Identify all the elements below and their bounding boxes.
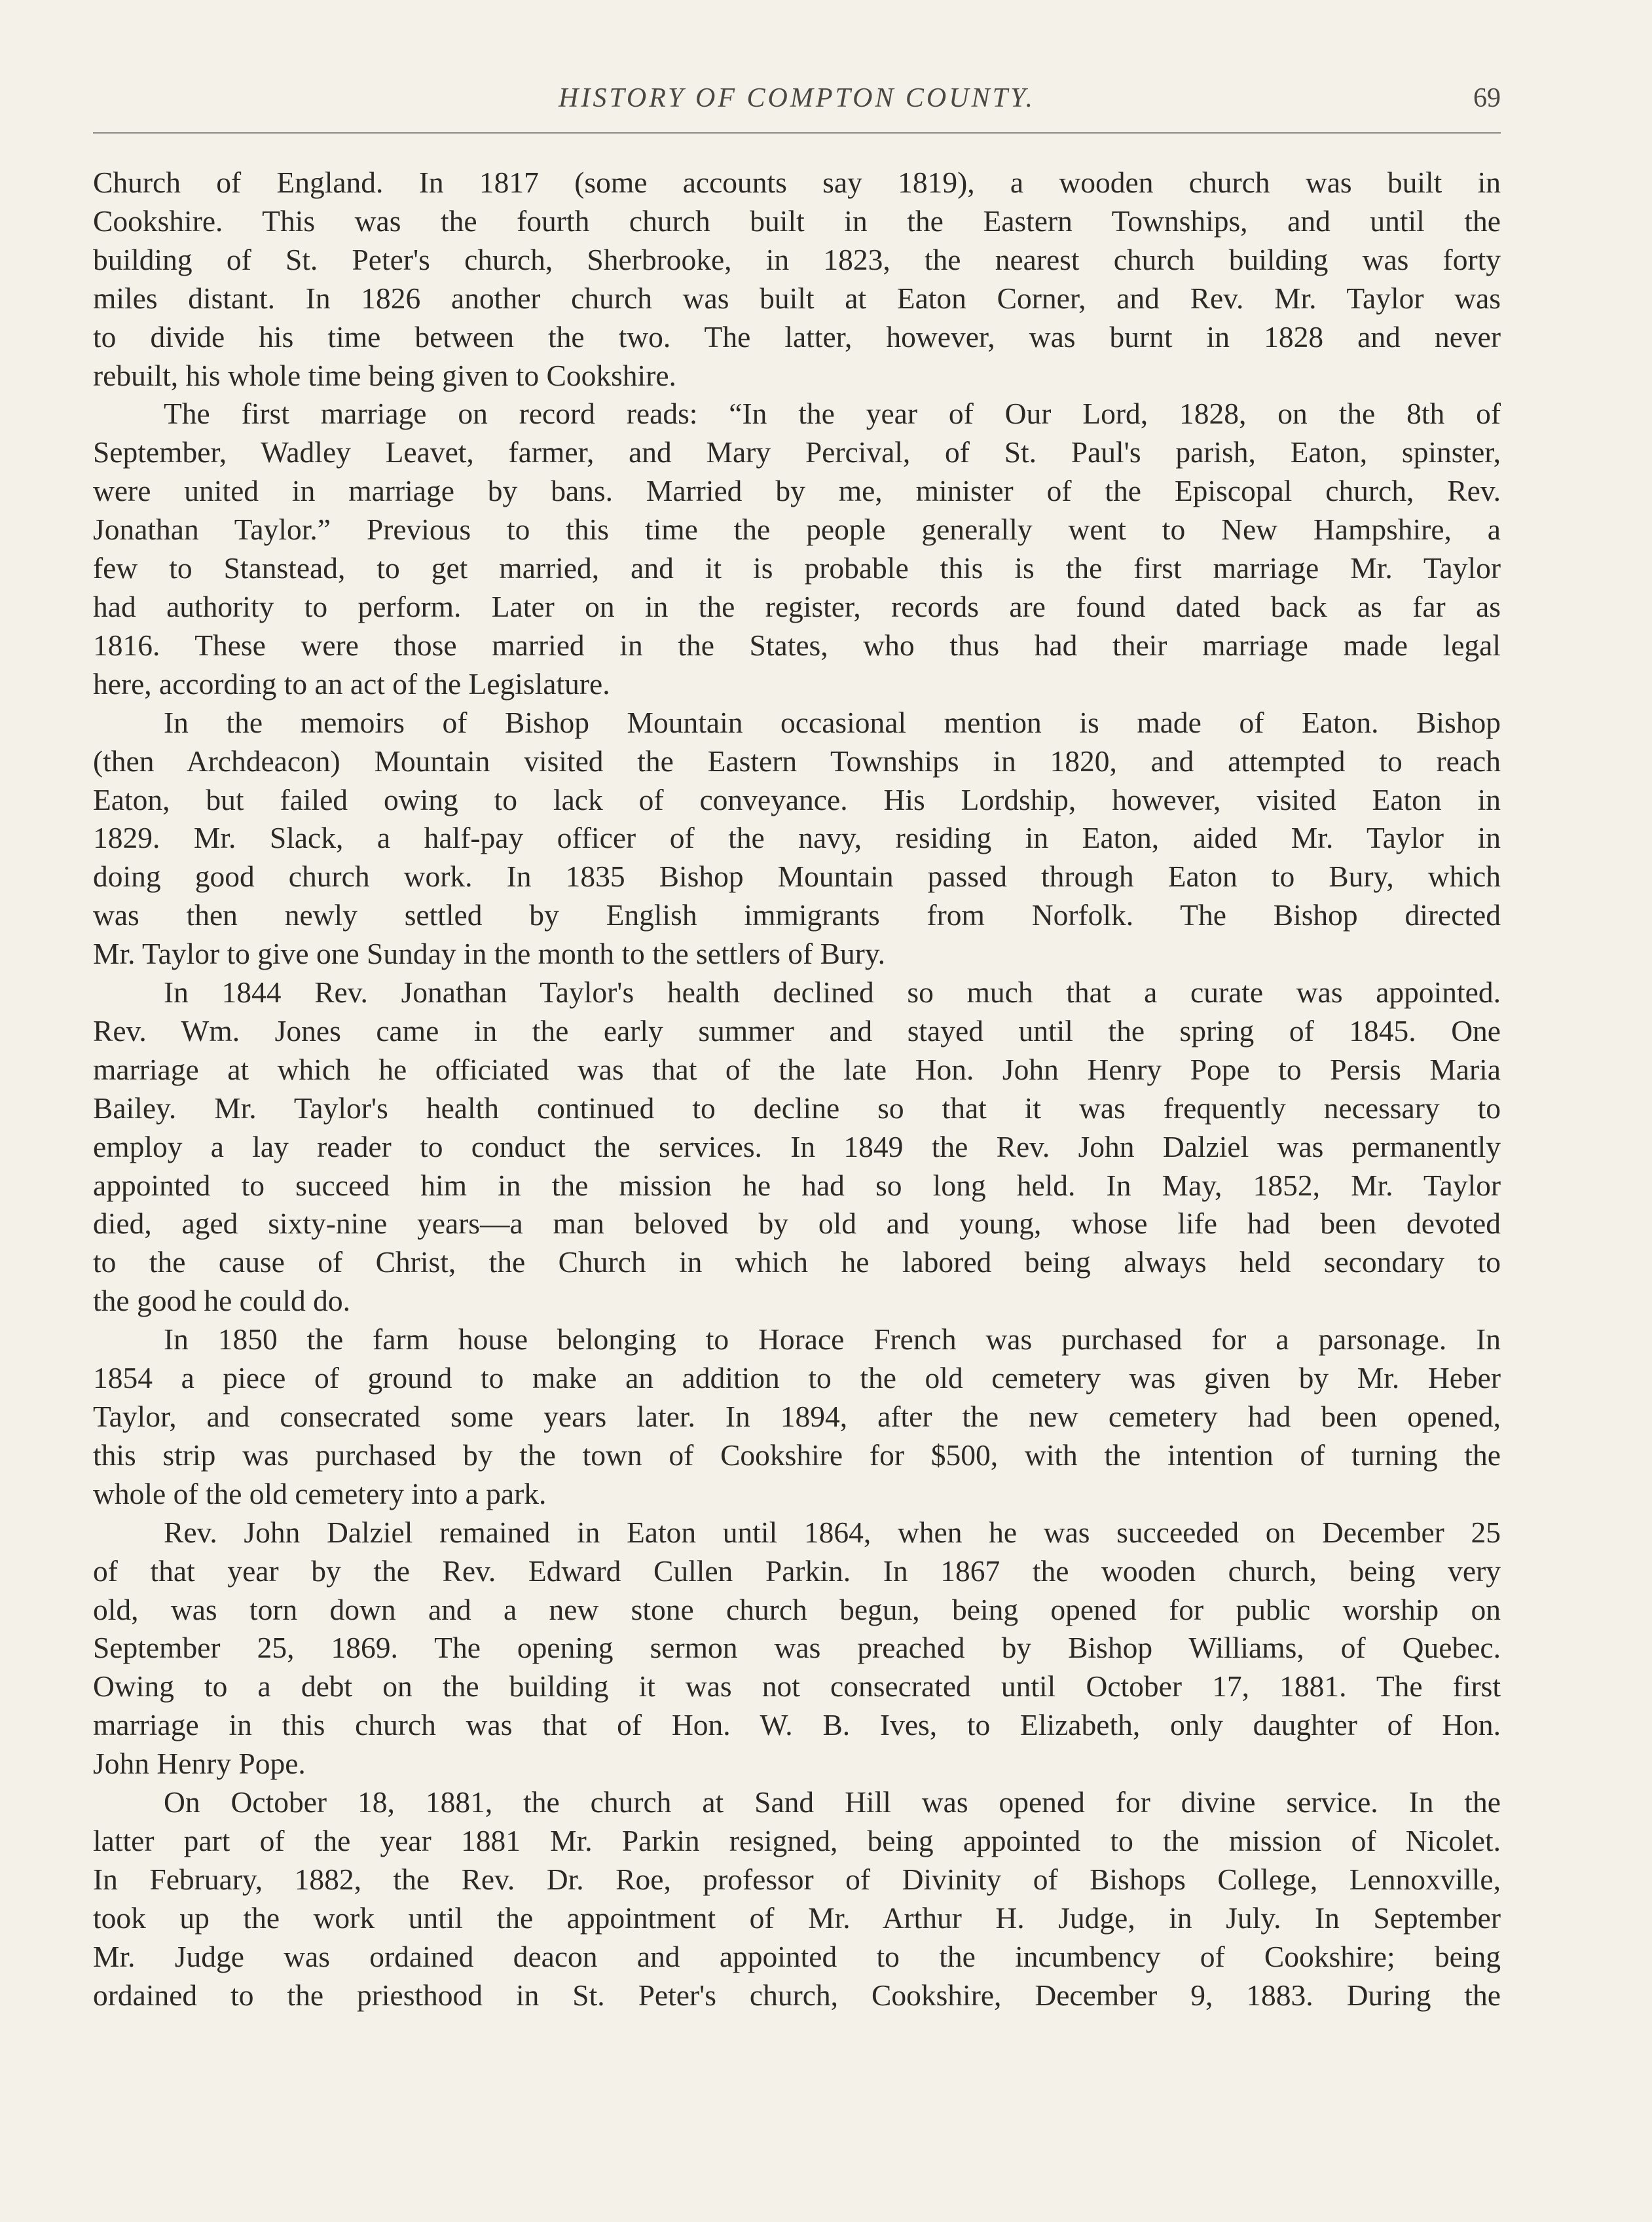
running-header	[93, 77, 1501, 123]
text-line: Cookshire. This was the fourth church built in the Eastern Townships, and until the	[93, 204, 1501, 238]
text-line: marriage at which he officiated was that of the late Hon. John Henry Pope to Persis Maria	[93, 1052, 1501, 1086]
text-line: Rev. John Dalziel remained in Eaton until 1864, when he was succeeded on December 25	[164, 1515, 1501, 1549]
text-line: were united in marriage by bans. Married by me, minister of the Episcopal church, Rev.	[93, 474, 1501, 508]
header-rule	[93, 132, 1501, 134]
running-title: HISTORY OF COMPTON COUNTY.	[559, 83, 1035, 113]
text-line: took up the work until the appointment of Mr. Arthur H. Judge, in July. In September	[93, 1901, 1501, 1935]
text-line: 1854 a piece of ground to make an addition to the old cemetery was given by Mr. Heber	[93, 1361, 1501, 1395]
text-line: 1829. Mr. Slack, a half-pay officer of the navy, residing in Eaton, aided Mr. Taylor in	[93, 821, 1501, 855]
text-line: to divide his time between the two. The latter, however, was burnt in 1828 and never	[93, 319, 1501, 354]
text-line: September 25, 1869. The opening sermon was preached by Bishop Williams, of Quebec.	[93, 1631, 1501, 1665]
text-line: September, Wadley Leavet, farmer, and Mary Percival, of St. Paul's parish, Eaton, spinster,	[93, 435, 1501, 469]
text-line: latter part of the year 1881 Mr. Parkin resigned, being appointed to the mission of Nicolet.	[93, 1823, 1501, 1857]
text-line: In 1844 Rev. Jonathan Taylor's health declined so much that a curate was appointed.	[164, 975, 1501, 1010]
text-line: The first marriage on record reads: “In the year of Our Lord, 1828, on the 8th of	[164, 397, 1501, 431]
text-line: had authority to perform. Later on in the register, records are found dated back as far as	[93, 589, 1501, 623]
text-line: ordained to the priesthood in St. Peter's church, Cookshire, December 9, 1883. During the	[93, 1978, 1501, 2012]
text-line: the good he could do.	[93, 1284, 350, 1318]
paragraph	[93, 974, 1501, 1320]
text-line: Taylor, and consecrated some years later. In 1894, after the new cemetery had been opened,	[93, 1400, 1501, 1433]
text-line: died, aged sixty-nine years—a man beloved by old and young, whose life had been devoted	[93, 1207, 1501, 1241]
text-line: In February, 1882, the Rev. Dr. Roe, professor of Divinity of Bishops College, Lennoxville,	[93, 1862, 1501, 1896]
text-line: here, according to an act of the Legislature.	[93, 666, 610, 701]
paragraph	[93, 395, 1501, 703]
text-line: marriage in this church was that of Hon. W. B. Ives, to Elizabeth, only daughter of Hon.	[93, 1708, 1501, 1742]
text-line: was then newly settled by English immigrants from Norfolk. The Bishop directed	[93, 898, 1501, 932]
paragraph	[93, 1320, 1501, 1514]
text-line: Mr. Judge was ordained deacon and appointed to the incumbency of Cookshire; being	[93, 1939, 1501, 1973]
text-line: building of St. Peter's church, Sherbrooke, in 1823, the nearest church building was forty	[93, 242, 1501, 276]
text-line: John Henry Pope.	[93, 1747, 306, 1781]
text-line: whole of the old cemetery into a park.	[93, 1476, 547, 1510]
paragraph	[93, 164, 1501, 395]
text-line: employ a lay reader to conduct the services. In 1849 the Rev. John Dalziel was permanently	[93, 1129, 1501, 1163]
paragraph	[93, 704, 1501, 974]
text-line: doing good church work. In 1835 Bishop Mountain passed through Eaton to Bury, which	[93, 860, 1501, 894]
text-line: Eaton, but failed owing to lack of conveyance. His Lordship, however, visited Eaton in	[93, 782, 1501, 816]
text-line: old, was torn down and a new stone church begun, being opened for public worship on	[93, 1592, 1501, 1626]
text-line: Church of England. In 1817 (some accounts say 1819), a wooden church was built in	[93, 166, 1501, 199]
text-line: few to Stanstead, to get married, and it is probable this is the first marriage Mr. Taylor	[93, 551, 1501, 585]
text-line: Owing to a debt on the building it was not consecrated until October 17, 1881. The first	[93, 1669, 1501, 1703]
text-line: this strip was purchased by the town of Cookshire for $500, with the intention of turning the	[93, 1438, 1501, 1472]
text-line: Bailey. Mr. Taylor's health continued to decline so that it was frequently necessary to	[93, 1091, 1501, 1125]
paragraph	[93, 1783, 1501, 2014]
text-line: In the memoirs of Bishop Mountain occasional mention is made of Eaton. Bishop	[164, 705, 1501, 739]
text-line: rebuilt, his whole time being given to Cookshire.	[93, 358, 676, 392]
text-line: Mr. Taylor to give one Sunday in the month to the settlers of Bury.	[93, 937, 885, 971]
text-line: appointed to succeed him in the mission he had so long held. In May, 1852, Mr. Taylor	[93, 1168, 1501, 1202]
text-line: In 1850 the farm house belonging to Horace French was purchased for a parsonage. In	[164, 1322, 1501, 1357]
text-line: On October 18, 1881, the church at Sand Hill was opened for divine service. In the	[164, 1785, 1501, 1819]
paragraph	[93, 1514, 1501, 1783]
text-line: of that year by the Rev. Edward Cullen Parkin. In 1867 the wooden church, being very	[93, 1554, 1501, 1588]
text-line: (then Archdeacon) Mountain visited the Eastern Townships in 1820, and attempted to reach	[93, 744, 1501, 778]
text-line: miles distant. In 1826 another church was built at Eaton Corner, and Rev. Mr. Taylor was	[93, 281, 1501, 315]
text-line: 1816. These were those married in the States, who thus had their marriage made legal	[93, 628, 1501, 662]
text-line: Rev. Wm. Jones came in the early summer and stayed until the spring of 1845. One	[93, 1013, 1501, 1047]
text-line: to the cause of Christ, the Church in which he labored being always held secondary to	[93, 1245, 1501, 1279]
page-number: 69	[1473, 83, 1501, 113]
text-line: Jonathan Taylor.” Previous to this time the people generally went to New Hampshire, a	[93, 513, 1501, 547]
body-text	[93, 164, 1501, 2015]
